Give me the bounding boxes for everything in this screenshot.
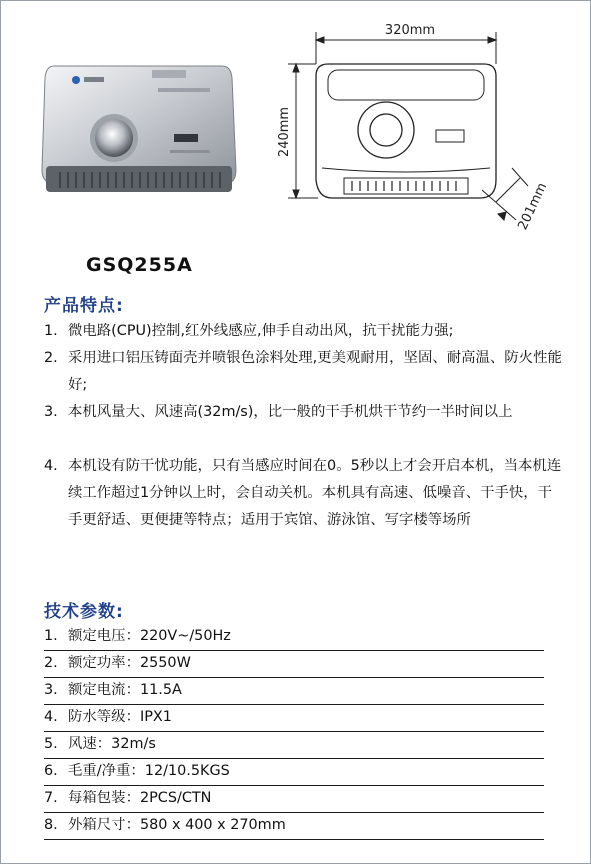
spec-number: 2. — [44, 655, 58, 671]
spec-text: 额定电压：220V~/50Hz — [68, 628, 231, 644]
feature-text: 采用进口铝压铸面壳并喷银色涂料处理,更美观耐用，坚固、耐高温、防火性能好; — [68, 350, 562, 393]
spec-row — [44, 786, 544, 813]
spec-text: 风速：32m/s — [68, 736, 156, 752]
feature-number: 3. — [44, 404, 58, 420]
spec-text: 额定功率：2550W — [68, 655, 191, 671]
specs-heading: 技术参数: — [44, 602, 124, 622]
feature-text: 本机设有防干忧功能，只有当感应时间在0。5秒以上才会开启本机，当本机连续工作超过1分钟以上时，会自动关机。本机具有高速、低噪音、干手快，干手更舒适、更便捷等特点；适用于宾馆、游泳馆、写字楼等场所 — [68, 458, 562, 528]
depth-dimension-label: 201mm — [515, 180, 551, 233]
feature-number: 1. — [44, 323, 58, 339]
model-number: GSQ255A — [86, 254, 193, 276]
spec-text: 毛重/净重：12/10.5KGS — [68, 763, 230, 779]
spec-number: 6. — [44, 763, 58, 779]
spec-text: 每箱包装：2PCS/CTN — [68, 790, 212, 806]
spec-text: 外箱尺寸：580 x 400 x 270mm — [68, 817, 286, 833]
spec-row — [44, 624, 544, 651]
feature-item — [44, 399, 564, 426]
spec-row — [44, 732, 544, 759]
product-photo — [40, 58, 238, 198]
spec-number: 7. — [44, 790, 58, 806]
spec-row — [44, 759, 544, 786]
width-dimension-label: 320mm — [384, 23, 436, 38]
spec-row — [44, 651, 544, 678]
spec-row — [44, 813, 544, 840]
spec-number: 3. — [44, 682, 58, 698]
spec-number: 4. — [44, 709, 58, 725]
dimension-drawing — [268, 18, 568, 240]
spec-number: 8. — [44, 817, 58, 833]
feature-text: 本机风量大、风速高(32m/s)，比一般的干手机烘干节约一半时间以上 — [68, 404, 513, 420]
feature-item — [44, 453, 564, 534]
spec-text: 额定电流：11.5A — [68, 682, 182, 698]
feature-item — [44, 318, 564, 345]
feature-item — [44, 345, 564, 399]
feature-number: 2. — [44, 350, 58, 366]
spec-number: 1. — [44, 628, 58, 644]
features-heading: 产品特点: — [44, 296, 124, 316]
feature-number: 4. — [44, 458, 58, 474]
feature-text: 微电路(CPU)控制,红外线感应,伸手自动出风，抗干扰能力强; — [68, 323, 454, 339]
spec-number: 5. — [44, 736, 58, 752]
spec-row — [44, 705, 544, 732]
height-dimension-label: 240mm — [277, 106, 292, 158]
spec-text: 防水等级：IPX1 — [68, 709, 172, 725]
spec-row — [44, 678, 544, 705]
